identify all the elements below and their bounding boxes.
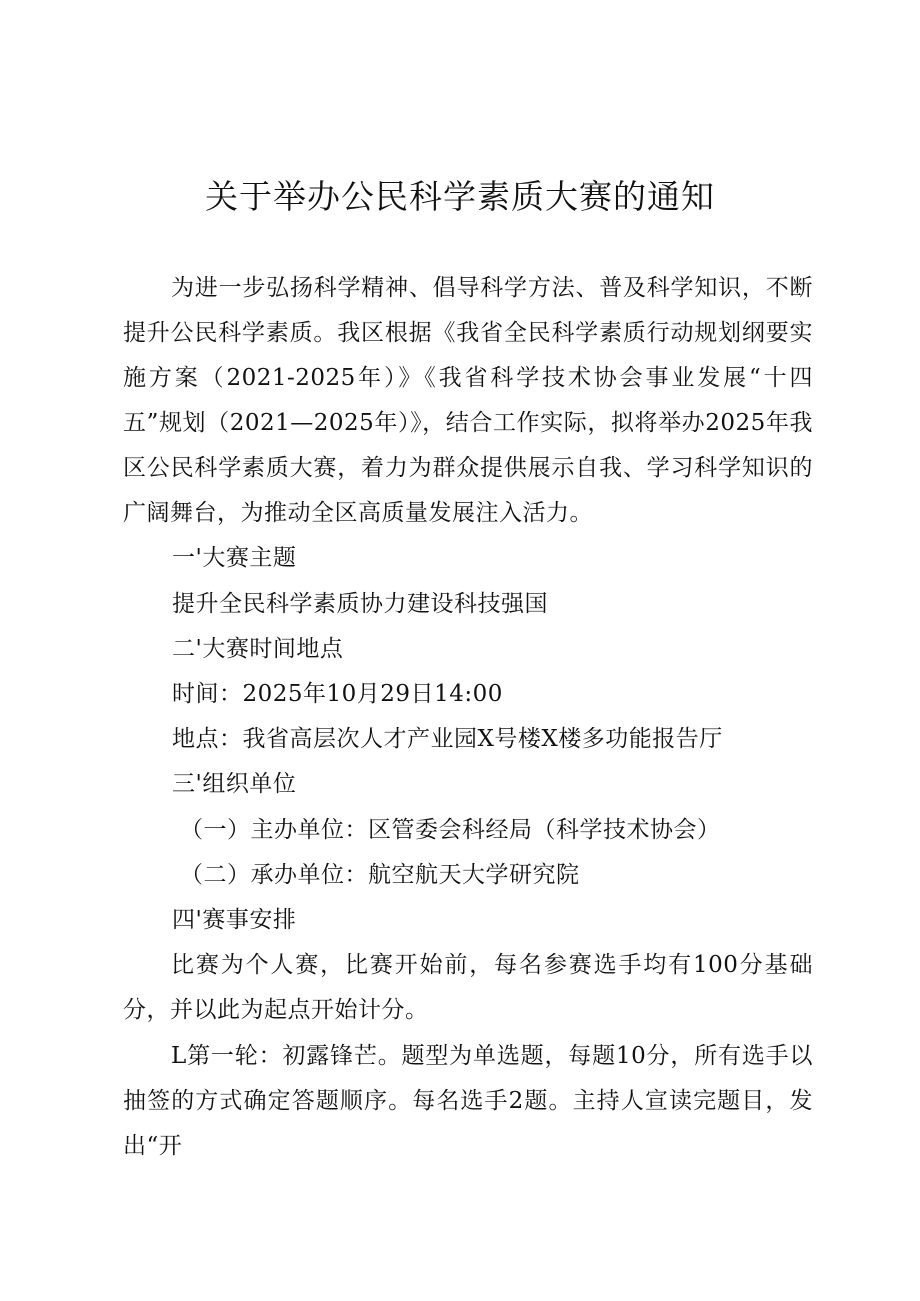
section-heading-organizers: 三'组织单位 [172,771,297,797]
section-heading-theme: 一'大赛主题 [172,545,297,571]
round1-paragraph: L第一轮：初露锋芒。题型为单选题，每题10分，所有选手以抽签的方式确定答题顺序。每名选手2题。主持人宣读完题目，发出“开 [123,1043,813,1159]
theme-text: 提升全民科学素质协力建设科技强国 [172,591,548,617]
undertaker-text: （二）承办单位：航空航天大学研究院 [180,862,580,888]
organizer-text: （一）主办单位：区管委会科经局（科学技术协会） [180,817,721,843]
document-title: 关于举办公民科学素质大赛的通知 [205,177,715,216]
location-text: 地点：我省高层次人才产业园X号楼X楼多功能报告厅 [172,726,723,752]
section-heading-arrangement: 四'赛事安排 [172,907,297,933]
time-text: 时间：2025年10月29日14:00 [172,681,503,707]
intro-paragraph: 为进一步弘扬科学精神、倡导科学方法、普及科学知识，不断提升公民科学素质。我区根据《我省全民科学素质行动规划纲要实施方案（2021-2025年）》《我省科学技术协会事业发展“十四五”规划（2021—2025年）》，结合工作实际，拟将举办2025年我区公民科学素质大赛，着力为群众提供展示自我、学习科学知识的广阔舞台，为推动全区高质量发展注入活力。 [123,275,813,526]
section-heading-time-location: 二'大赛时间地点 [172,636,344,662]
arrangement-paragraph: 比赛为个人赛，比赛开始前，每名参赛选手均有100分基础分，并以此为起点开始计分。 [123,952,813,1023]
